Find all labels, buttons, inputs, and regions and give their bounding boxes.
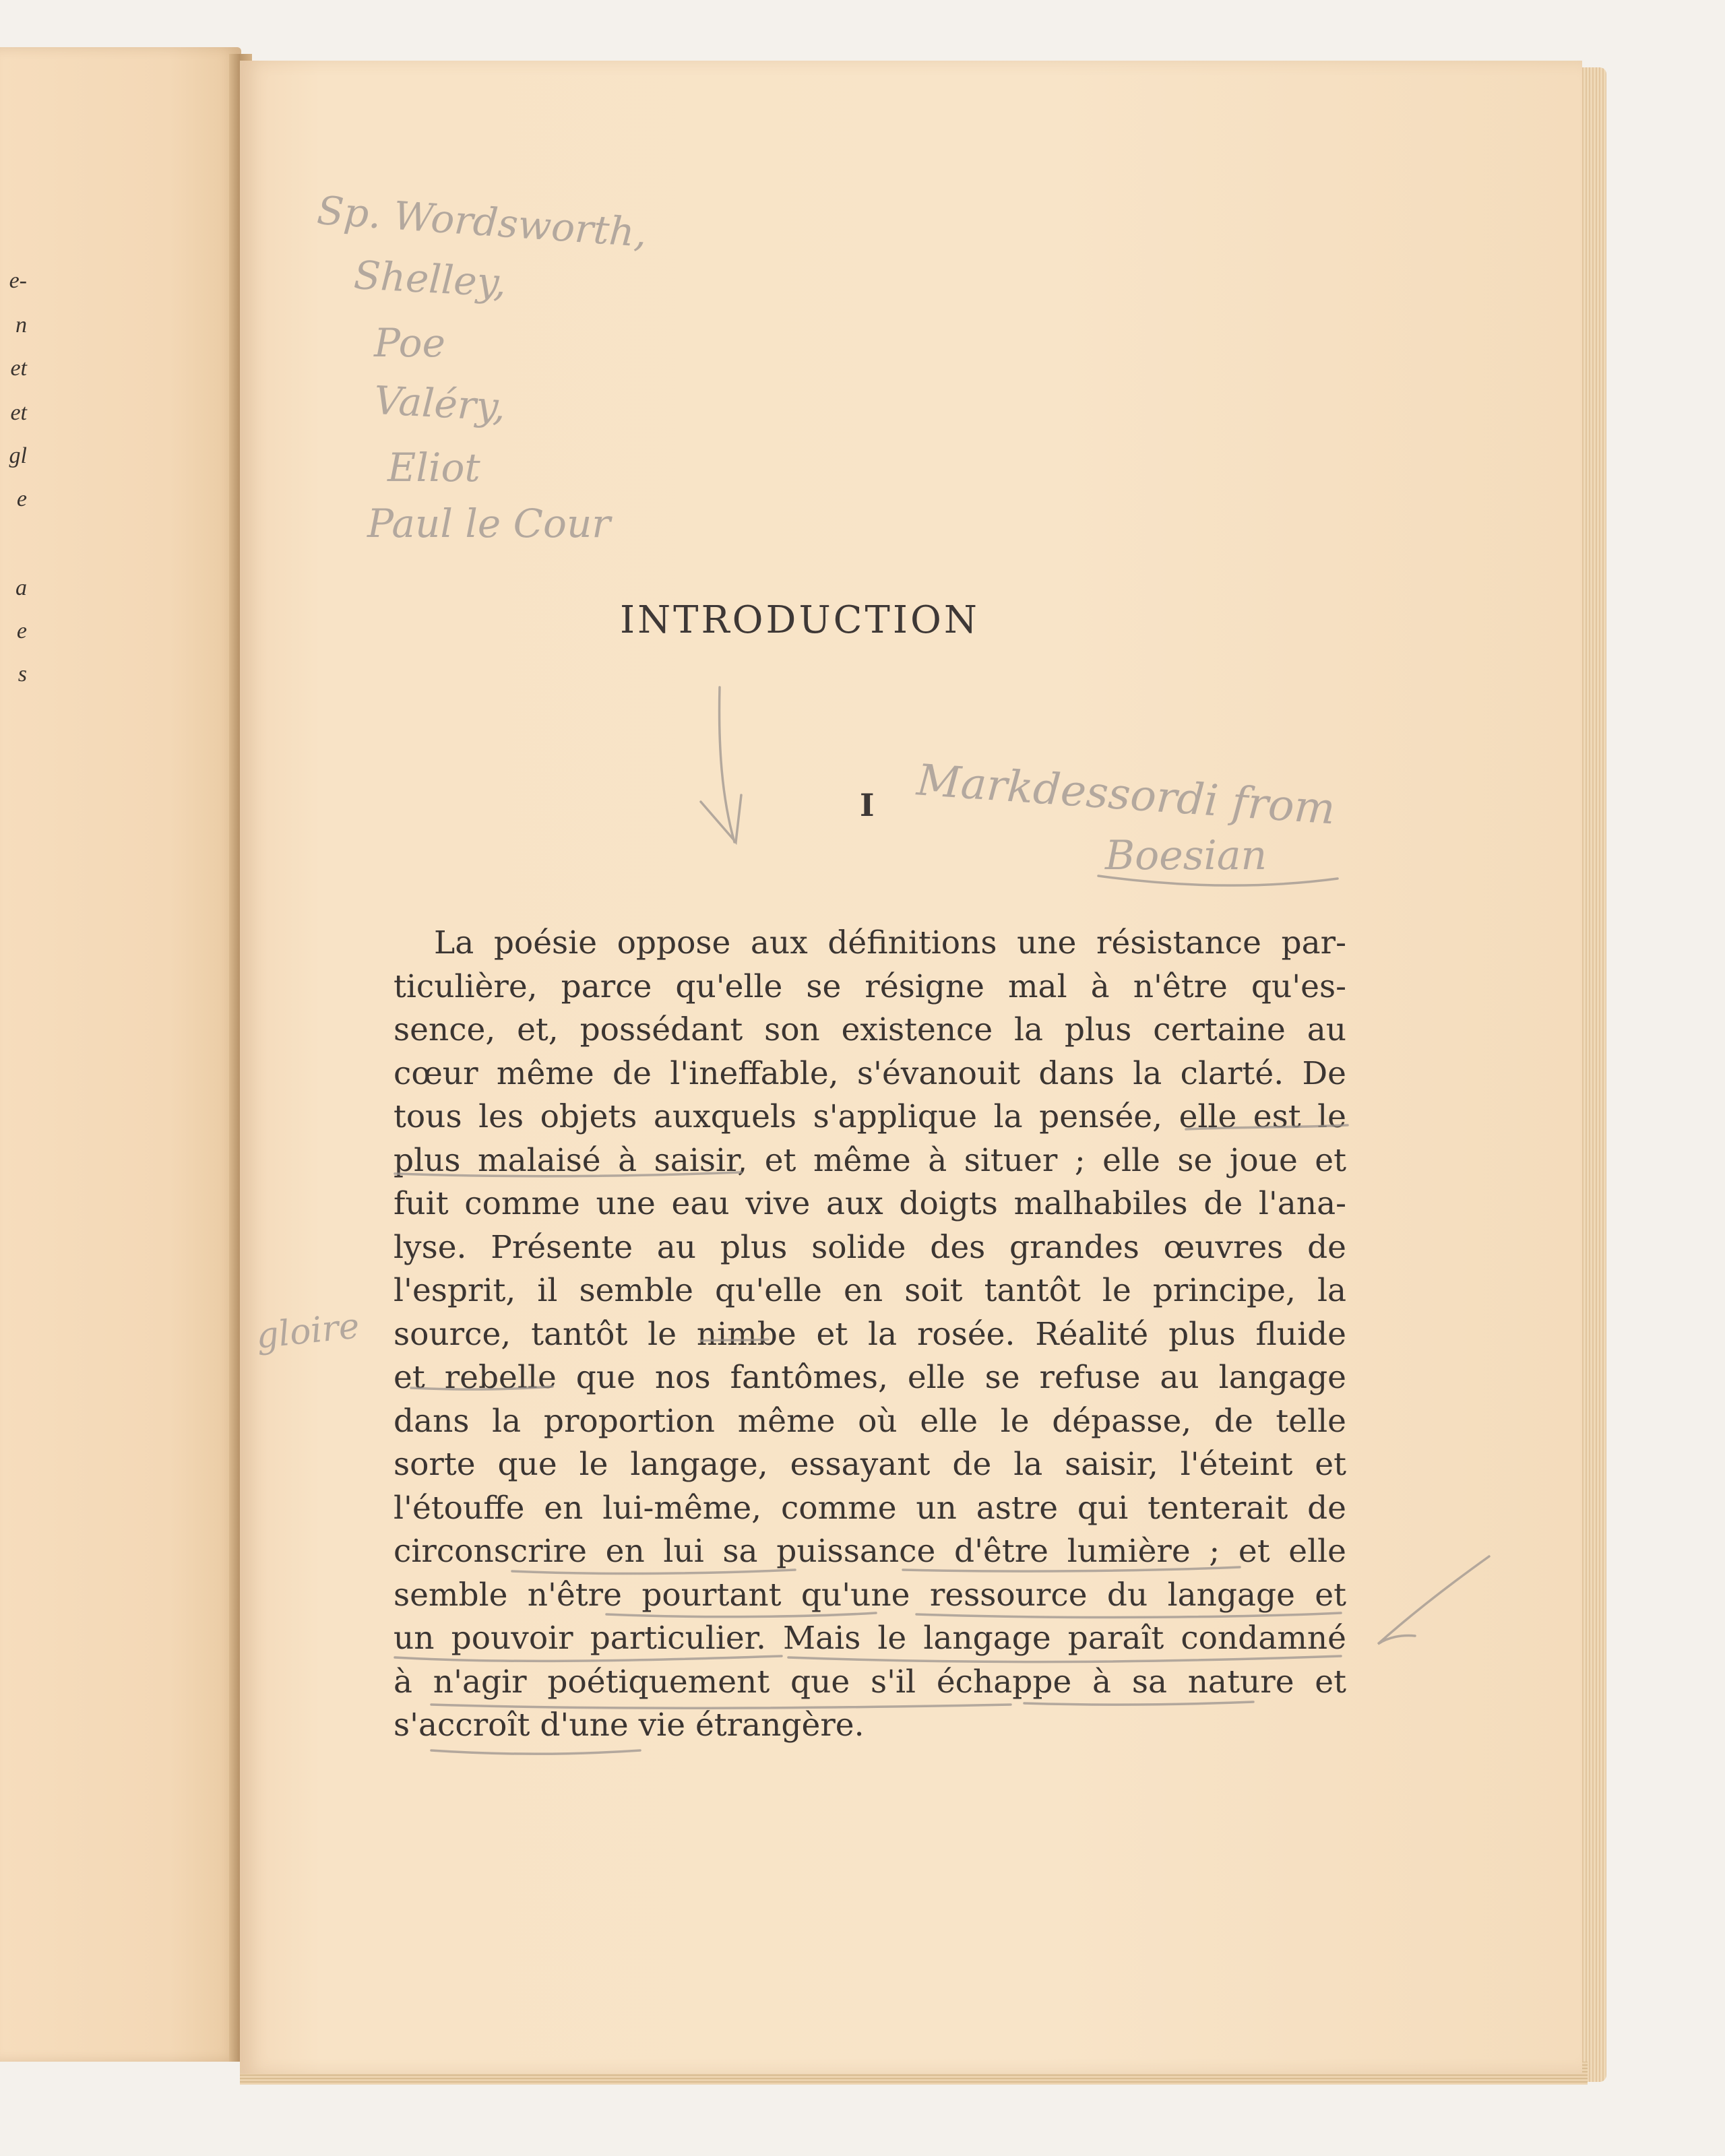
- left-fragment: n: [15, 313, 27, 338]
- text-line: plus malaisé à saisir, et même à situer ; elle se joue et: [394, 1141, 1346, 1179]
- pencil-underline: [788, 1656, 1341, 1662]
- pencil-underline: [1024, 1702, 1253, 1705]
- text-line: l'étouffe en lui-même, comme un astre qui tenterait de: [394, 1489, 1346, 1527]
- left-fragment: e: [16, 486, 27, 511]
- pencil-note-name: Paul le Cour: [367, 501, 611, 546]
- pencil-underline: [395, 1656, 782, 1661]
- text-line: cœur même de l'ineffable, s'évanouit dans la clarté. De: [394, 1054, 1346, 1092]
- pencil-underline: [606, 1613, 876, 1617]
- text-line: semble n'être pourtant qu'une ressource du langage et: [394, 1576, 1346, 1614]
- text-line: fuit comme une eau vive aux doigts malhabiles de l'ana-: [394, 1185, 1346, 1222]
- text-line: La poésie oppose aux définitions une résistance par-: [434, 924, 1346, 961]
- left-fragment: s: [18, 662, 27, 687]
- text-line: tous les objets auxquels s'applique la pensée, elle est le: [394, 1098, 1346, 1135]
- text-line: dans la proportion même où elle le dépasse, de telle: [394, 1402, 1346, 1440]
- pencil-note-name: Eliot: [387, 445, 480, 490]
- pencil-underline: [1098, 876, 1338, 885]
- chapter-heading: INTRODUCTION: [620, 598, 980, 642]
- text-line: et rebelle que nos fantômes, elle se refuse au langage: [394, 1359, 1346, 1396]
- text-line: circonscrire en lui sa puissance d'être lumière ; et elle: [394, 1533, 1346, 1570]
- left-fragment: e: [16, 619, 27, 643]
- pencil-underline: [431, 1705, 1011, 1708]
- pencil-underline: [903, 1567, 1240, 1571]
- pencil-underline: [1186, 1125, 1348, 1129]
- pencil-note-name: Valéry,: [373, 377, 507, 431]
- pencil-note-name: Sp. Wordsworth,: [315, 187, 649, 257]
- text-line: sorte que le langage, essayant de la saisir, l'éteint et: [394, 1446, 1346, 1483]
- pencil-note-name: Shelley,: [352, 252, 507, 306]
- pencil-note-name: Poe: [374, 320, 445, 366]
- pencil-underline: [411, 1387, 553, 1389]
- pencil-note-section: Markdessordi from: [915, 755, 1337, 835]
- left-fragment: e-: [9, 268, 27, 293]
- pencil-underline: [395, 1172, 741, 1176]
- text-line: sence, et, possédant son existence la plus certaine au: [394, 1011, 1346, 1048]
- text-line: s'accroît d'une vie étrangère.: [394, 1707, 865, 1744]
- left-fragment: gl: [9, 443, 27, 468]
- left-fragment: a: [15, 575, 27, 600]
- text-line: un pouvoir particulier. Mais le langage paraît condamné: [394, 1620, 1346, 1657]
- pencil-underline: [431, 1750, 640, 1754]
- text-line: source, tantôt le nimbe et la rosée. Réalité plus fluide: [394, 1315, 1346, 1353]
- left-fragment: et: [10, 400, 27, 425]
- pencil-underline: [701, 1339, 768, 1341]
- pencil-arrow-head: [701, 795, 741, 842]
- pencil-note-section: Boesian: [1105, 832, 1267, 879]
- pencil-arrow-stem: [720, 687, 734, 842]
- text-line: à n'agir poétiquement que s'il échappe à sa nature et: [394, 1663, 1346, 1701]
- section-number: I: [860, 787, 875, 823]
- left-fragment: et: [10, 356, 27, 381]
- pencil-check-mark: [1378, 1556, 1489, 1644]
- pencil-underline: [916, 1613, 1341, 1617]
- text-line: ticulière, parce qu'elle se résigne mal à n'être qu'es-: [394, 968, 1346, 1005]
- text-line: l'esprit, il semble qu'elle en soit tantôt le principe, la: [394, 1272, 1346, 1309]
- pencil-underline: [512, 1570, 795, 1574]
- text-line: lyse. Présente au plus solide des grandes œuvres de: [394, 1228, 1346, 1266]
- pencil-note-margin: gloire: [254, 1306, 362, 1357]
